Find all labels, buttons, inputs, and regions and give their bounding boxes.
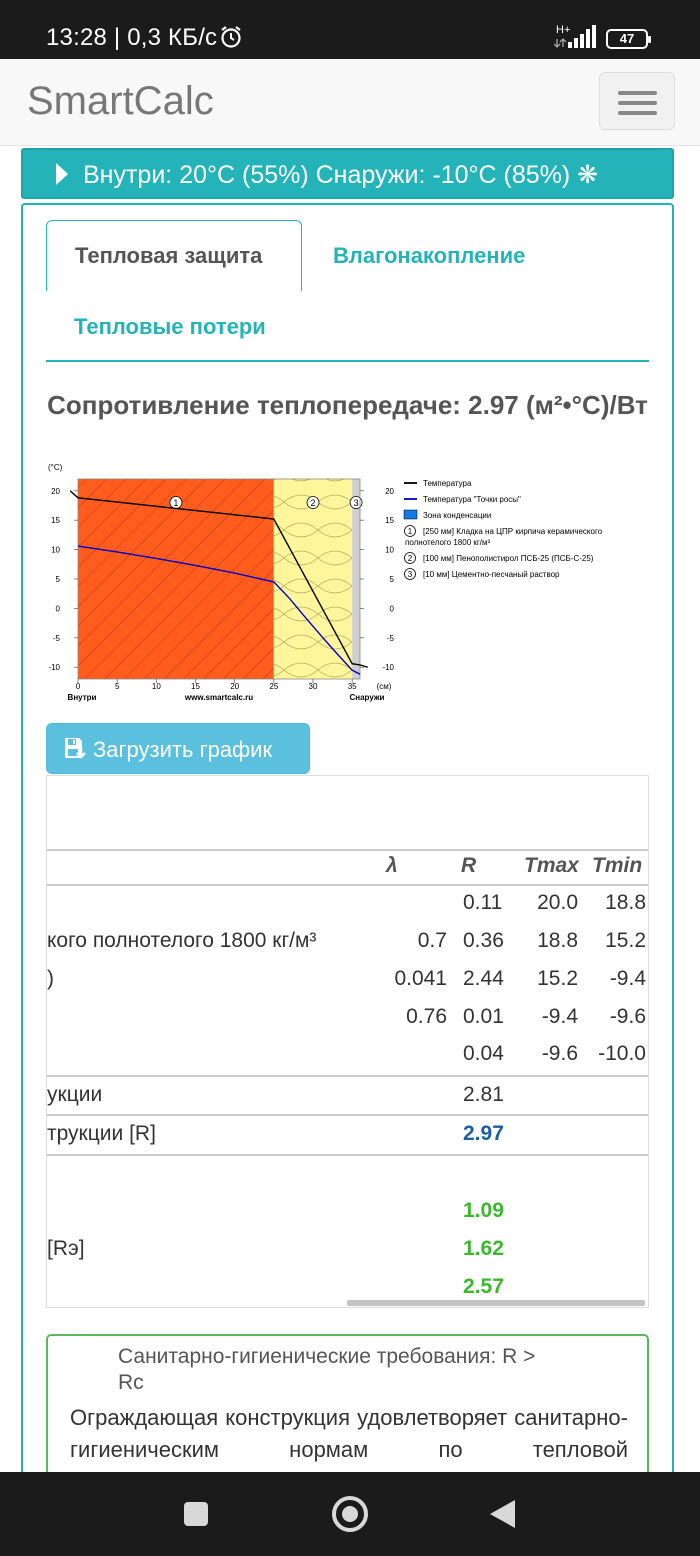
y-tick-label-left: 5 (55, 575, 60, 584)
x-tick-label: 10 (151, 682, 161, 691)
table-divider (47, 1154, 649, 1156)
caret-right-icon (56, 163, 68, 185)
table-header-top-border (47, 849, 649, 851)
alarm-icon (219, 25, 243, 49)
table-divider (47, 1075, 649, 1077)
legend-item-2-label: Температура "Точки росы" (423, 495, 521, 504)
layers-table[interactable] (46, 775, 649, 1308)
col-header-tmax: Tmax (524, 854, 579, 877)
table-header-bottom-border (47, 884, 649, 886)
norm-label: [Rэ] (47, 1237, 85, 1260)
norm-value: 1.62 (463, 1237, 504, 1260)
x-tick-label: 20 (230, 682, 240, 691)
signal-icon (554, 25, 600, 49)
status-time: 13:28 | 0,3 КБ/с (46, 24, 218, 51)
x-tick-label: 25 (269, 682, 279, 691)
cell-tmax: -9.6 (541, 1042, 578, 1065)
cell-layer-name: ) (47, 967, 54, 990)
top-navbar (0, 59, 700, 146)
cell-tmin: 18.8 (605, 891, 646, 914)
cell-r: 0.04 (463, 1042, 504, 1065)
tab-moisture-accumulation[interactable]: Влагонакопление (333, 243, 526, 268)
y-tick-label-right: 15 (385, 516, 394, 526)
layer-marker-label-1: 1 (173, 498, 179, 509)
legend-item-6-label: [10 мм] Цементно-песчаный раствор (423, 570, 560, 579)
sum-construction-r: 2.81 (463, 1083, 504, 1106)
legend-item-1-label: Температура (423, 479, 472, 488)
layer-band-3 (352, 479, 360, 679)
download-chart-button[interactable] (46, 723, 310, 774)
network-type: H+ (556, 24, 571, 36)
layer-marker-label-2: 2 (310, 498, 316, 509)
recent-apps-button[interactable] (184, 1502, 208, 1526)
y-tick-label-left: 0 (55, 604, 60, 614)
y-tick-label-left: -10 (48, 663, 60, 673)
cell-r: 0.11 (463, 891, 503, 914)
cell-tmax: 20.0 (537, 891, 578, 914)
cell-tmin: -9.6 (609, 1005, 646, 1028)
sanitary-title: Санитарно-гигиенические требования: R > Rc (118, 1345, 536, 1394)
cell-tmin: 15.2 (605, 929, 646, 952)
battery-icon: 47 (606, 29, 648, 49)
outside-label: Снаружи (349, 693, 385, 702)
table-divider (47, 1114, 649, 1116)
cell-layer-name: кого полнотелого 1800 кг/м³ (47, 929, 317, 952)
download-chart-label: Загрузить график (93, 737, 273, 762)
legend-item-6-marker-label: 3 (407, 570, 413, 579)
cell-r: 0.36 (463, 929, 504, 952)
legend-item-4-marker-label: 1 (407, 527, 413, 536)
save-download-icon (63, 736, 87, 760)
y-tick-label-right: -5 (386, 633, 394, 643)
tab-thermal-protection[interactable]: Тепловая защита (46, 220, 302, 291)
table-horizontal-scrollbar[interactable] (347, 1300, 645, 1306)
y-tick-label-right: 0 (389, 604, 394, 614)
col-header-tmin: Tmin (592, 854, 643, 877)
y-tick-label-left: 10 (51, 545, 60, 555)
cell-lambda: 0.7 (417, 929, 447, 952)
y-tick-label-right: 5 (389, 575, 394, 584)
legend-item-5-marker-label: 2 (407, 554, 413, 563)
layer-marker-label-3: 3 (353, 498, 359, 509)
hamburger-icon (618, 91, 657, 95)
conditions-text: Внутри: 20°C (55%) Снаружи: -10°C (85%) ❋ (83, 161, 599, 189)
tab-heat-losses[interactable]: Тепловые потери (74, 314, 266, 339)
legend-item-3-label: Зона конденсации (423, 511, 492, 520)
y-tick-label-right: 10 (385, 545, 394, 555)
cell-lambda: 0.041 (394, 967, 447, 990)
x-tick-label: 0 (75, 682, 81, 691)
y-tick-label-left: 15 (51, 516, 60, 526)
col-header-lambda: λ (386, 854, 398, 877)
status-bar (0, 0, 700, 59)
temperature-chart (46, 460, 656, 710)
norm-value: 2.57 (463, 1275, 504, 1298)
legend-item-4-label: [250 мм] Кладка на ЦПР кирпича керамического (423, 527, 603, 536)
hamburger-menu-button[interactable] (599, 72, 675, 130)
sum-construction-label: укции (47, 1083, 103, 1106)
cell-lambda: 0.76 (406, 1005, 447, 1028)
col-header-r: R (461, 854, 477, 877)
system-nav-bar (0, 1472, 700, 1556)
x-axis-unit: (см) (376, 682, 392, 691)
layer-hatch-2 (274, 479, 352, 679)
y-tick-label-left: 20 (51, 486, 60, 496)
cell-tmax: 15.2 (537, 967, 578, 990)
norm-value: 1.09 (463, 1199, 504, 1222)
cell-tmax: -9.4 (541, 1005, 578, 1028)
y-tick-label-left: -5 (52, 633, 60, 643)
x-tick-label: 30 (308, 682, 318, 691)
tabs-divider (46, 360, 649, 362)
x-tick-label: 5 (114, 682, 120, 691)
brand-logo[interactable]: SmartCalc (27, 79, 214, 123)
home-button[interactable] (332, 1496, 368, 1532)
legend-item-5-label: [100 мм] Пенополистирол ПСБ-25 (ПСБ-С-25) (423, 554, 594, 563)
hamburger-icon-bar (618, 101, 657, 105)
cell-r: 0.01 (463, 1005, 504, 1028)
y-tick-label-right: 20 (385, 486, 394, 496)
resistance-title: Сопротивление теплопередаче: 2.97 (м²•°C)/Вт (47, 390, 648, 420)
hamburger-icon-bar (618, 111, 657, 115)
y-tick-label-right: -10 (382, 663, 394, 673)
sanitary-text: Ограждающая конструкция удовлетворяет санитарно-гигиеническим нормам по тепловой (70, 1405, 628, 1462)
legend-item-4-label-line2: полнотелого 1800 кг/м³ (405, 538, 491, 547)
cell-tmin: -9.4 (609, 967, 646, 990)
inside-label: Внутри (67, 693, 97, 702)
back-button[interactable] (490, 1500, 515, 1528)
legend-item-3-swatch (404, 510, 417, 519)
total-resistance-value: 2.97 (463, 1122, 504, 1145)
site-url-label: www.smartcalc.ru (184, 693, 254, 702)
x-tick-label: 15 (191, 682, 200, 691)
conditions-toggle[interactable] (21, 148, 674, 199)
total-resistance-label: трукции [R] (47, 1122, 156, 1145)
cell-r: 2.44 (463, 967, 504, 990)
y-axis-unit: (°C) (48, 463, 63, 472)
cell-tmin: -10.0 (598, 1042, 646, 1065)
x-tick-label: 35 (347, 682, 357, 691)
cell-tmax: 18.8 (537, 929, 578, 952)
